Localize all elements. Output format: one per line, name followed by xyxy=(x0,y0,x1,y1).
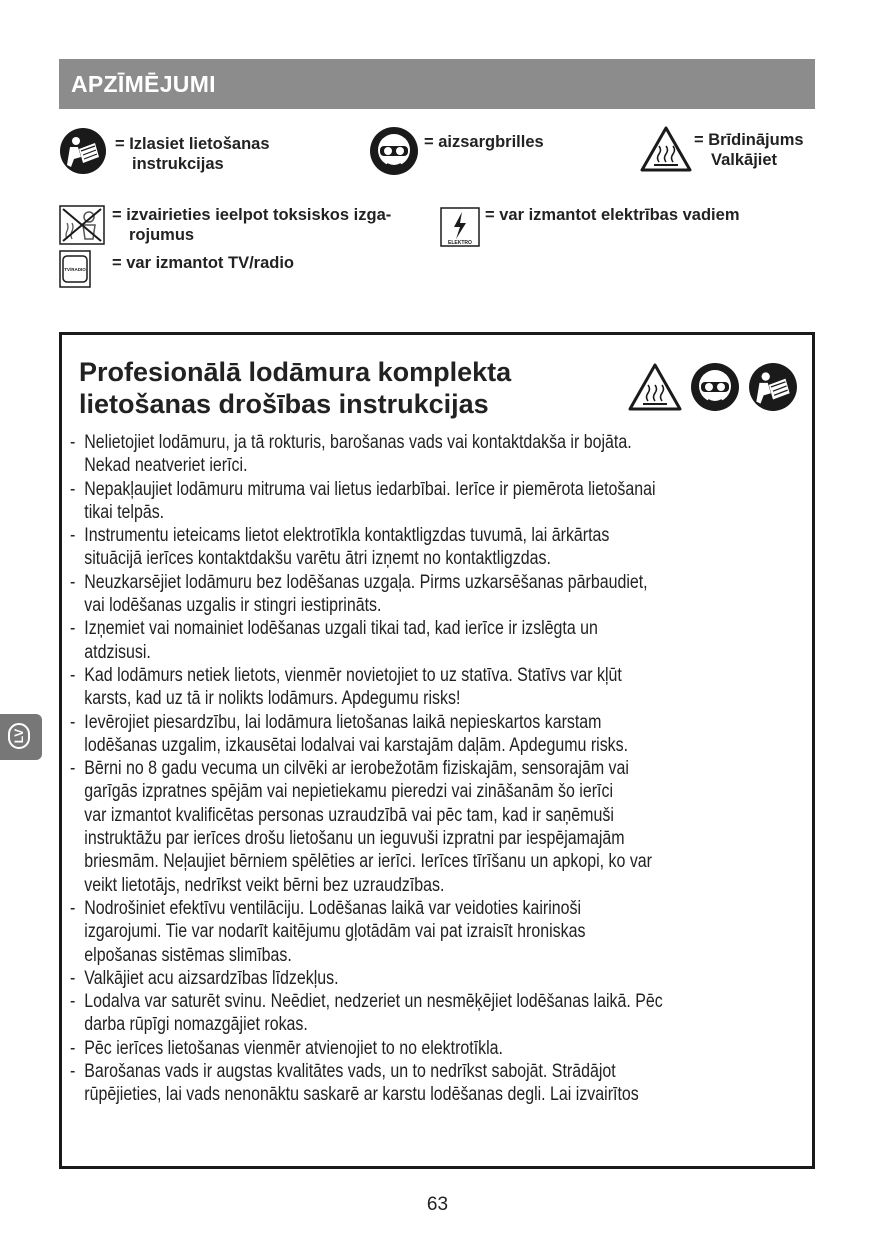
bullet-dash: - xyxy=(70,432,76,453)
instruction-item xyxy=(70,757,809,897)
bullet-dash: - xyxy=(70,991,76,1013)
instruction-item xyxy=(70,990,809,1037)
bullet-dash: - xyxy=(70,664,76,686)
instruction-line: vai lodēšanas uzgalis ir stingri iestiprināts. xyxy=(84,595,382,617)
instruction-line: veikt lietotājs, nedrīkst veikt bērni bez uzraudzības. xyxy=(84,874,445,896)
bullet-dash: - xyxy=(70,758,76,780)
instruction-item xyxy=(70,617,809,664)
hot-surface-warning-icon xyxy=(640,126,692,172)
instruction-line: Barošanas vads ir augstas kvalitātes vads, un to nedrīkst sabojāt. Strādājot xyxy=(84,1061,616,1083)
instruction-line: tikai telpās. xyxy=(84,501,165,523)
language-tab xyxy=(0,714,42,760)
bullet-dash: - xyxy=(70,897,76,919)
instruction-line: Neuzkarsējiet lodāmuru bez lodēšanas uzgaļa. Pirms uzkarsēšanas pārbaudiet, xyxy=(84,571,648,593)
instruction-line: Nelietojiet lodāmuru, ja tā rokturis, barošanas vads vai kontaktdakša ir bojāta. xyxy=(84,432,632,453)
instruction-line: Kad lodāmurs netiek lietots, vienmēr novietojiet to uz statīva. Statīvs var kļūt xyxy=(84,664,622,686)
legend-read-instructions: = Izlasiet lietošanas instrukcijas xyxy=(115,135,270,173)
avoid-fumes-icon xyxy=(59,205,105,245)
instruction-item xyxy=(70,524,809,571)
instruction-item xyxy=(70,431,809,478)
instruction-line: var izmantot kvalificētas personas uzraudzībā vai pēc tam, kad ir saņēmuši xyxy=(84,804,614,826)
instruction-item xyxy=(70,967,809,990)
legend-warning: = Brīdinājums Valkājiet xyxy=(694,131,804,169)
bullet-dash: - xyxy=(70,618,76,640)
instruction-line: Lodalva var saturēt svinu. Neēdiet, nedzeriet un nesmēķējiet lodēšanas laikā. Pēc xyxy=(84,991,663,1013)
bullet-dash: - xyxy=(70,967,76,989)
instruction-item xyxy=(70,664,809,711)
instructions-list xyxy=(70,431,809,1107)
safety-instructions-box xyxy=(59,332,815,1169)
instruction-line: Nodrošiniet efektīvu ventilāciju. Lodēšanas laikā var veidoties kairinoši xyxy=(84,897,582,919)
bullet-dash: - xyxy=(70,1061,76,1083)
electric-wire-icon xyxy=(440,207,480,247)
instruction-line: Pēc ierīces lietošanas vienmēr atvienojiet to no elektrotīkla. xyxy=(84,1037,504,1059)
instruction-line: lodēšanas uzgalim, izkausētai lodalvai vai karstajām daļām. Apdegumu risks. xyxy=(84,734,629,756)
instruction-line: Nekad neatveriet ierīci. xyxy=(84,455,248,477)
instruction-line: Nepakļaujiet lodāmuru mitruma vai lietus iedarbībai. Ierīce ir piemērota lietošanai xyxy=(84,478,656,500)
instruction-item xyxy=(70,1060,809,1107)
instruction-item xyxy=(70,711,809,758)
title-icons xyxy=(628,362,798,412)
hot-surface-warning-icon xyxy=(628,363,682,411)
instruction-line: garīgās izpratnes spējām vai nepietiekamu pieredzi vai zināšanām šo ierīci xyxy=(84,781,613,803)
legend-electric: = var izmantot elektrības vadiem xyxy=(485,206,740,224)
instruction-line: karsts, kad uz tā ir nolikts lodāmurs. Apdegumu risks! xyxy=(84,688,461,710)
instruction-item xyxy=(70,478,809,525)
instruction-line: instruktāžu par ierīces drošu lietošanu un ieguvuši izpratni par iespējamajām xyxy=(84,828,625,850)
bullet-dash: - xyxy=(70,1037,76,1059)
section-header xyxy=(59,59,815,109)
instruction-line: izgarojumi. Tie var nodarīt kaitējumu gļotādām vai pat izraisīt hroniskas xyxy=(84,921,586,943)
section-title: APZĪMĒJUMI xyxy=(71,71,216,97)
instruction-line: Valkājiet acu aizsardzības līdzekļus. xyxy=(84,967,339,989)
legend-goggles: = aizsargbrilles xyxy=(424,133,544,151)
instructions-title: Profesionālā lodāmura komplekta lietošanas drošības instrukcijas xyxy=(79,357,512,419)
svg-text:TV/RADIO: TV/RADIO xyxy=(64,267,86,272)
legend-tv-radio: = var izmantot TV/radio xyxy=(112,254,294,272)
tv-radio-icon xyxy=(59,250,91,288)
instruction-item xyxy=(70,897,809,967)
page-number: 63 xyxy=(426,1194,449,1215)
instruction-line: darba rūpīgi nomazgājiet rokas. xyxy=(84,1014,308,1036)
instruction-item xyxy=(70,1037,809,1060)
instruction-line: Bērni no 8 gadu vecuma un cilvēki ar ierobežotām fiziskajām, sensorajām vai xyxy=(84,758,629,780)
language-code: LV xyxy=(8,723,30,749)
bullet-dash: - xyxy=(70,711,76,733)
read-manual-icon xyxy=(748,362,798,412)
instruction-line: situācijā ierīces kontaktdakšu varētu ātri izņemt no kontaktligzdas. xyxy=(84,548,551,570)
svg-text:ELEKTRO: ELEKTRO xyxy=(448,240,472,246)
legend-fumes: = izvairieties ieelpot toksiskos izga- rojumus xyxy=(112,206,392,244)
read-manual-icon xyxy=(59,127,107,175)
safety-goggles-icon xyxy=(690,362,740,412)
instruction-item xyxy=(70,571,809,618)
instruction-line: Izņemiet vai nomainiet lodēšanas uzgali tikai tad, kad ierīce ir izslēgta un xyxy=(84,618,598,640)
bullet-dash: - xyxy=(70,525,76,547)
instruction-line: rūpējieties, lai vads nenonāktu saskarē ar karstu lodēšanas degli. Lai izvairītos xyxy=(84,1084,639,1106)
bullet-dash: - xyxy=(70,478,76,500)
safety-goggles-icon xyxy=(369,126,419,176)
instruction-line: briesmām. Neļaujiet bērniem spēlēties ar ierīci. Ierīces tīrīšanu un apkopi, ko var xyxy=(84,851,653,873)
instruction-line: Ievērojiet piesardzību, lai lodāmura lietošanas laikā nepieskartos karstam xyxy=(84,711,602,733)
bullet-dash: - xyxy=(70,571,76,593)
instruction-line: Instrumentu ieteicams lietot elektrotīkla kontaktligzdas tuvumā, lai ārkārtas xyxy=(84,525,610,547)
instruction-line: atdzisusi. xyxy=(84,641,151,663)
instruction-line: elpošanas sistēmas slimības. xyxy=(84,944,292,966)
